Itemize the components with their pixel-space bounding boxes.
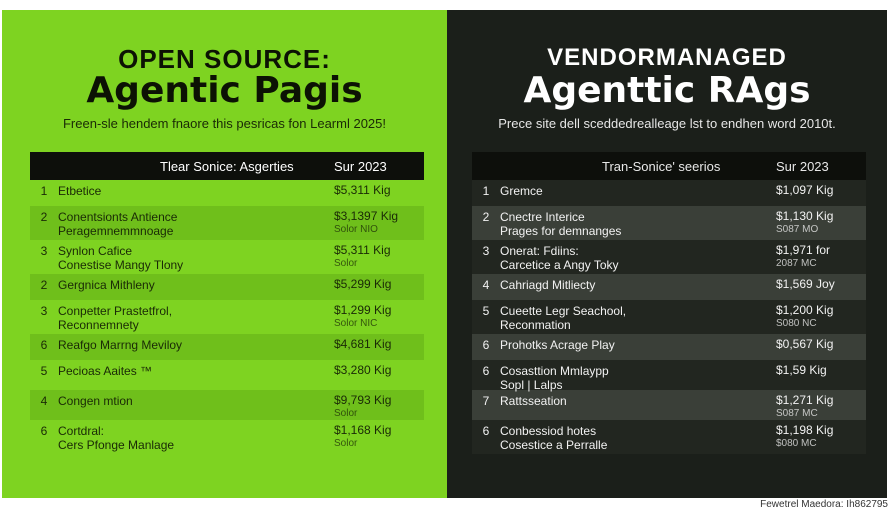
row-name-line1: Cosasttion Mmlaypp [500,364,609,378]
table-row [30,300,424,334]
row-value-secondary: S087 MC [776,408,818,419]
row-name-line1: Conbessiod hotes [500,424,597,438]
row-value-primary: $1,569 Joy [776,277,835,291]
row-value [334,338,424,351]
footer-caption: Fewetrel Maedora: Ih862795 [760,499,888,510]
table-row [472,206,866,240]
row-name-line1: Pecioas Aaites ™ [58,364,153,378]
row-value-primary: $5,299 Kig [334,277,392,291]
row-value-primary: $1,168 Kig [334,423,392,437]
row-name [58,304,334,332]
row-value-primary: $1,200 Kig [776,303,834,317]
row-value-primary: $4,681 Kig [334,337,392,351]
table-row [472,300,866,334]
row-value [334,304,424,330]
row-name [500,338,776,352]
row-value [776,278,866,291]
row-value-secondary: Solor [334,408,358,419]
row-number: 6 [40,424,48,438]
row-number: 3 [40,304,48,318]
row-value-primary: $3,280 Kig [334,363,392,377]
row-value-primary: $1,299 Kig [334,303,392,317]
row-name-line2: Cers Pfonge Manlage [58,438,175,452]
row-number: 1 [482,184,490,198]
row-value-secondary: S080 NC [776,318,817,329]
right-col-name-header: Tran-Sonice' seerios [602,158,721,174]
row-name-line1: Cortdral: [58,424,105,438]
row-value [776,364,866,377]
row-value-primary: $1,130 Kig [776,209,834,223]
row-value [334,184,424,197]
table-row [472,274,866,300]
row-name-line1: Etbetice [58,184,102,198]
left-table-header [30,152,424,180]
row-number: 4 [482,278,490,292]
row-name [500,244,776,272]
row-name-line1: Congen mtion [58,394,133,408]
row-value-primary: $5,311 Kig [334,243,391,257]
row-value-primary: $0,567 Kig [776,337,834,351]
row-value [776,394,866,420]
row-number: 6 [482,424,490,438]
row-value-secondary: Solor [334,438,358,449]
row-name-line1: Onerat: Fdiins: [500,244,579,258]
row-name [500,424,776,452]
row-name-line2: Reconnemnety [58,318,139,332]
table-row [30,390,424,420]
table-row [30,360,424,390]
row-value [334,424,424,450]
left-col-value-header: Sur 2023 [334,158,387,174]
row-name [58,364,334,378]
row-value [776,210,866,236]
row-value [334,364,424,377]
row-number: 6 [482,338,490,352]
row-value [334,210,424,236]
row-name-line2: Sopl | Lalps [500,378,563,392]
row-name-line2: Peragemnemmnoage [58,224,174,238]
right-col-value-header: Sur 2023 [776,158,829,174]
row-name-line1: Rattsseation [500,394,567,408]
left-col-name-header: Tlear Sonice: Asgerties [160,158,294,174]
row-name-line1: Cahriagd Mitliecty [500,278,596,292]
left-heading-2: Agentic Pagis [86,70,363,111]
table-row [30,180,424,206]
right-heading-2: Agenttic RAgs [523,70,811,111]
row-name-line1: Reafgo Marrng Meviloy [58,338,183,352]
row-value [776,424,866,450]
open-source-panel [2,10,447,498]
right-table-header [472,152,866,180]
row-value [334,244,424,270]
row-name [500,210,776,238]
row-value-secondary: Solor [334,258,358,269]
row-value-primary: $1,971 for [776,243,831,257]
table-row [30,206,424,240]
row-number: 7 [482,394,490,408]
vendor-managed-panel [447,10,887,498]
row-name [58,278,334,292]
row-number: 2 [482,210,490,224]
row-name-line1: Conentsionts Antience [58,210,178,224]
right-heading-1: VENDORMANAGED [547,44,787,71]
table-row [30,274,424,300]
table-row [472,420,866,454]
row-name [58,184,334,198]
row-name [58,394,334,408]
row-name [58,338,334,352]
row-value [776,184,866,197]
row-value-primary: $3,1397 Kig [334,209,399,223]
row-value-secondary: Solor NIC [334,318,378,329]
row-name [58,424,334,452]
row-name [58,210,334,238]
row-number: 5 [482,304,490,318]
row-number: 4 [40,394,48,408]
right-subtitle: Prece site dell sceddedrealleage lst to endhen word 2010t. [498,116,836,131]
row-number: 3 [40,244,48,258]
table-row [30,240,424,274]
table-row [472,180,866,206]
table-row [472,360,866,390]
row-number: 1 [40,184,48,198]
row-name-line2: Reconmation [500,318,571,332]
table-row [472,240,866,274]
row-value-secondary: Solor NIO [334,224,378,235]
row-name-line1: Conpetter Prastetfrol, [58,304,173,318]
row-value-secondary: S087 MO [776,224,819,235]
row-value-primary: $1,271 Kig [776,393,834,407]
row-name [500,364,776,392]
row-name-line1: Cueette Legr Seachool, [500,304,627,318]
row-value-secondary: $080 MC [776,438,817,449]
row-name [500,304,776,332]
row-number: 5 [40,364,48,378]
row-name [500,394,776,408]
row-name-line1: Cnectre Interice [500,210,585,224]
row-name-line1: Gergnica Mithleny [58,278,155,292]
row-value-primary: $5,311 Kig [334,183,391,197]
row-number: 3 [482,244,490,258]
row-name-line1: Synlon Cafice [58,244,133,258]
row-value [776,304,866,330]
table-row [472,334,866,360]
row-value-secondary: 2087 MC [776,258,817,269]
table-row [30,420,424,454]
row-value [334,394,424,420]
row-name [500,278,776,292]
row-number: 2 [40,210,48,224]
row-value [776,338,866,351]
row-name-line2: Prages for demnanges [500,224,622,238]
row-name-line1: Prohotks Acrage Play [500,338,615,352]
row-value-primary: $1,097 Kig [776,183,834,197]
row-value-primary: $1,198 Kig [776,423,834,437]
row-number: 6 [482,364,490,378]
left-table [30,152,424,454]
row-name-line1: Gremce [500,184,543,198]
row-name-line2: Carcetice a Angy Toky [500,258,619,272]
row-value [334,278,424,291]
table-row [472,390,866,420]
row-name-line2: Conestise Mangy Tlony [58,258,184,272]
row-number: 2 [40,278,48,292]
row-name-line2: Cosestice a Perralle [500,438,608,452]
right-table [472,152,866,454]
row-number: 6 [40,338,48,352]
left-heading-1: OPEN SOURCE: [118,44,331,74]
row-name [500,184,776,198]
row-value-primary: $9,793 Kig [334,393,392,407]
row-value [776,244,866,270]
row-name [58,244,334,272]
table-row [30,334,424,360]
row-value-primary: $1,59 Kig [776,363,827,377]
left-subtitle: Freen-sle hendem fnaore this pesricas fon Learml 2025! [62,116,386,131]
